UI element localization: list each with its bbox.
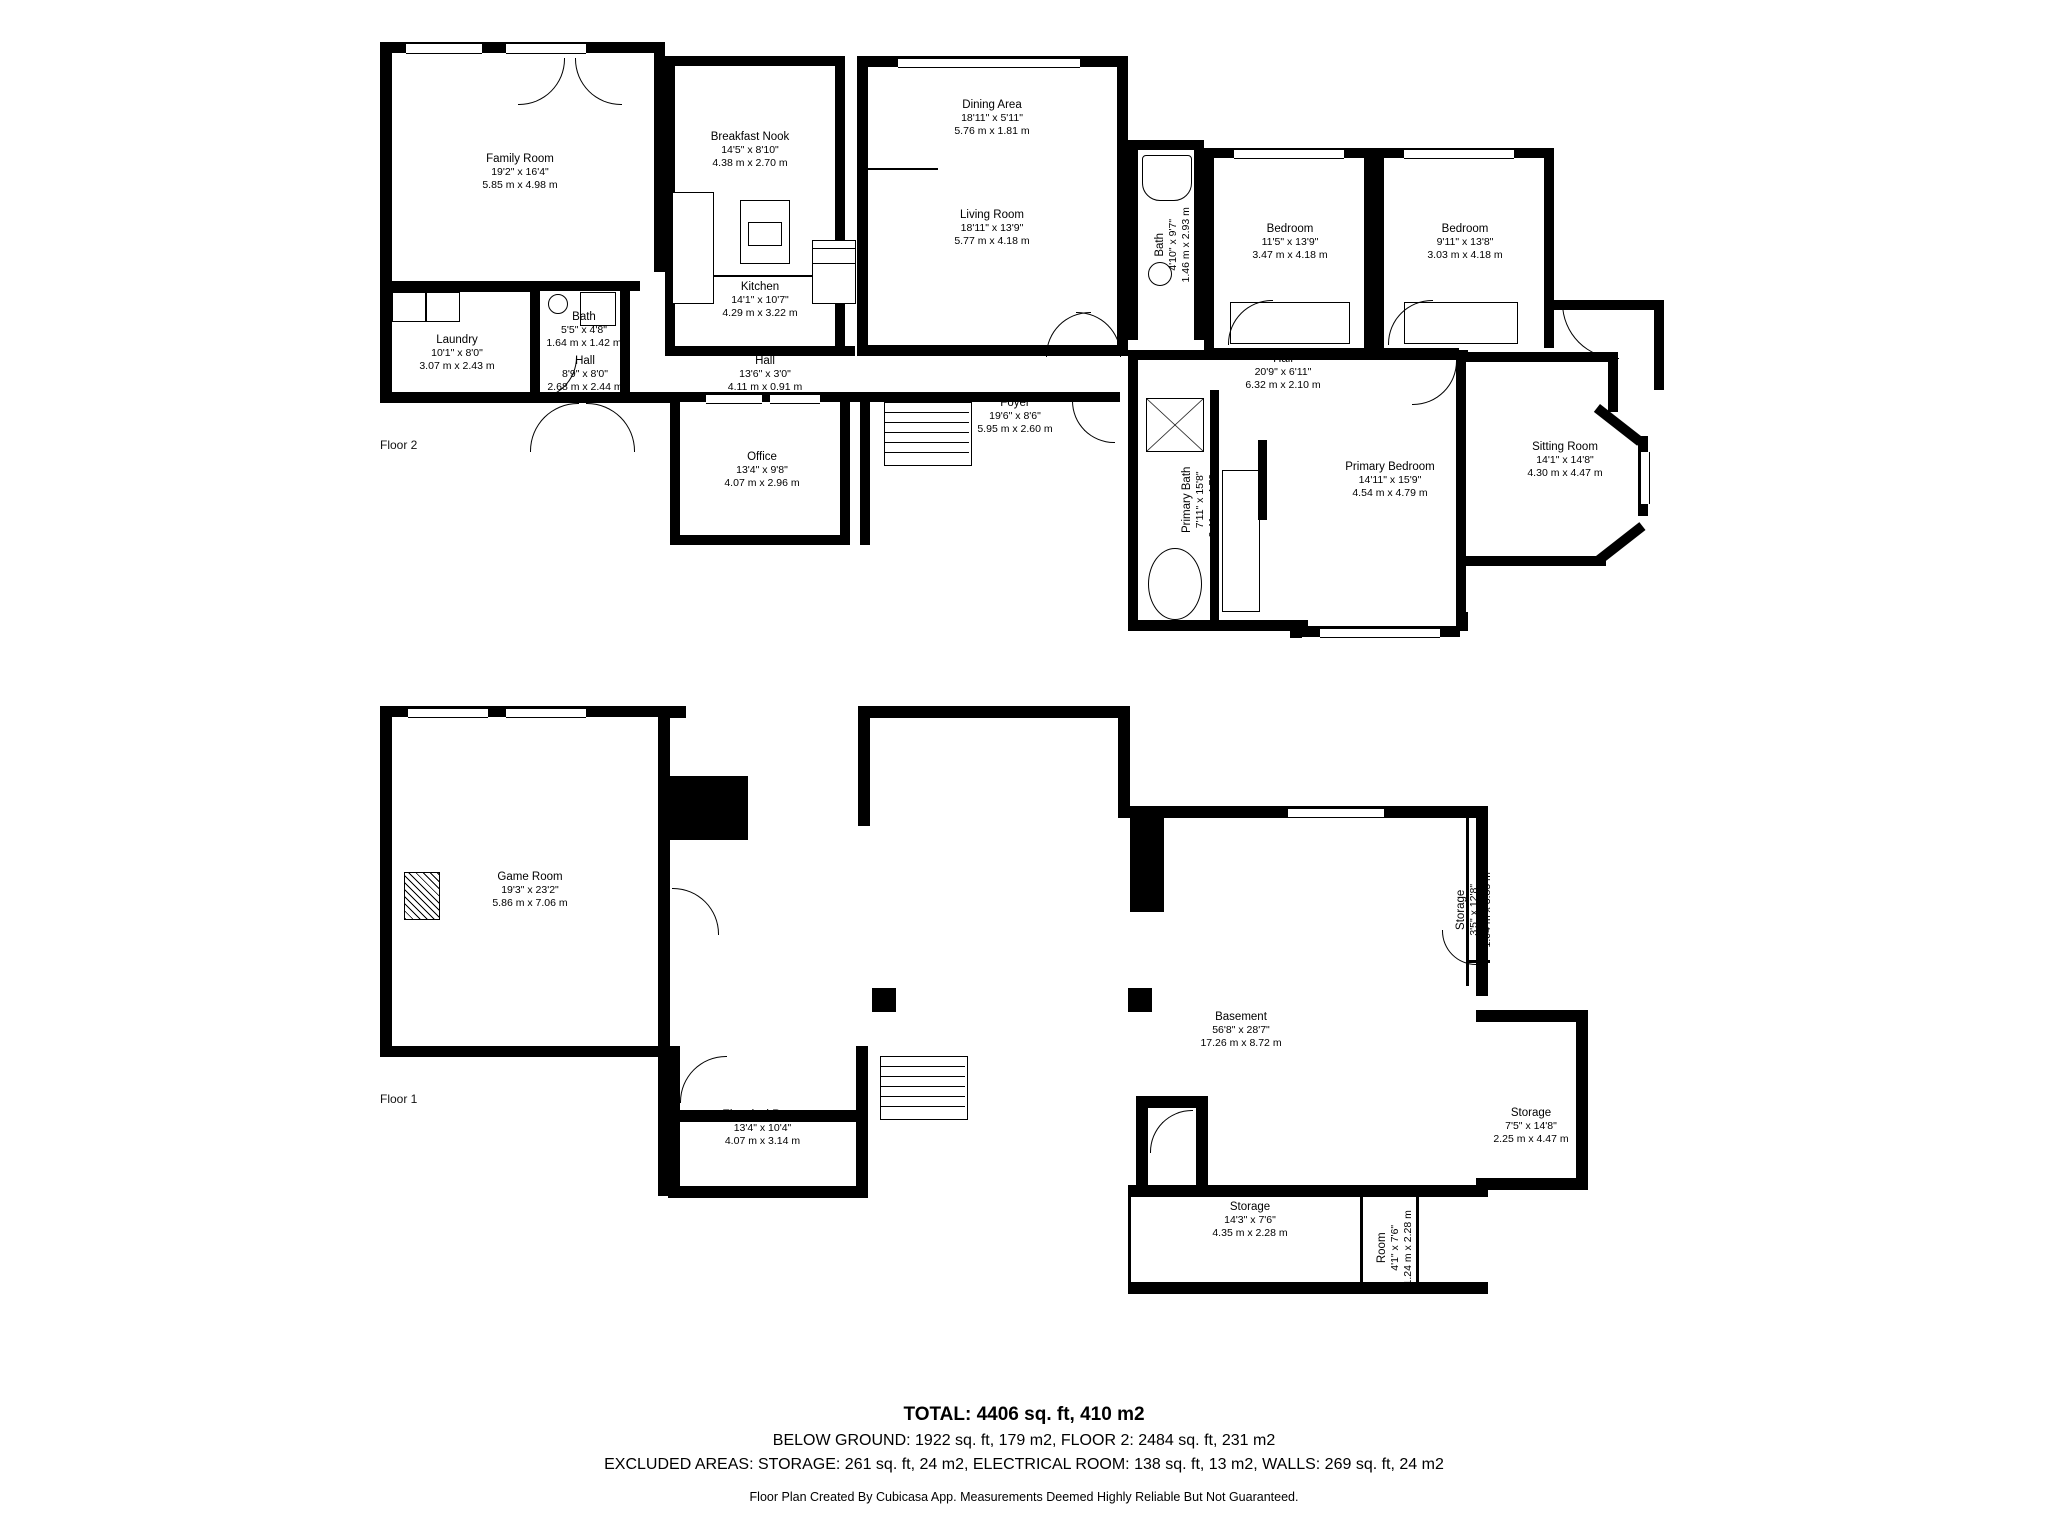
wall bbox=[1466, 556, 1606, 566]
wall bbox=[1608, 352, 1618, 412]
window bbox=[1320, 628, 1440, 638]
stair-tread bbox=[881, 1076, 965, 1077]
room-label: Bedroom 11'5" x 13'9" 3.47 m x 4.18 m bbox=[1252, 223, 1328, 261]
room-label: Room 4'1" x 7'6" 1.24 m x 2.28 m bbox=[1376, 1210, 1415, 1286]
wall bbox=[1576, 1010, 1588, 1190]
window bbox=[408, 708, 488, 718]
room-label: Office 13'4" x 9'8" 4.07 m x 2.96 m bbox=[724, 451, 800, 489]
wall bbox=[1258, 440, 1267, 520]
wall bbox=[1654, 300, 1664, 390]
door-swing bbox=[1150, 1110, 1193, 1153]
wall bbox=[1128, 140, 1203, 150]
wall-block bbox=[1130, 818, 1164, 912]
wall bbox=[380, 42, 392, 292]
window bbox=[706, 394, 762, 404]
room-label: Laundry 10'1" x 8'0" 3.07 m x 2.43 m bbox=[419, 334, 495, 372]
wall bbox=[1360, 1186, 1363, 1286]
stair-tread bbox=[881, 1086, 965, 1087]
wall bbox=[1128, 1282, 1488, 1294]
dryer-fixture bbox=[426, 292, 460, 322]
room-label: Hall 20'9" x 6'11" 6.32 m x 2.10 m bbox=[1245, 353, 1321, 391]
stair-tread bbox=[881, 1096, 965, 1097]
wall-block bbox=[1128, 988, 1152, 1012]
wall bbox=[1118, 706, 1130, 806]
wall bbox=[858, 706, 1128, 718]
wall bbox=[1466, 352, 1616, 362]
floor-tag-1: Floor 1 bbox=[380, 1092, 418, 1106]
wall bbox=[1136, 1096, 1148, 1186]
room-label: Primary Bath 7'11" x 15'8" 2.41 m x 4.79 m bbox=[1181, 462, 1220, 538]
wall bbox=[658, 706, 670, 1056]
vanity-fixture bbox=[1222, 470, 1260, 612]
room-label: Game Room 19'3" x 23'2" 5.86 m x 7.06 m bbox=[492, 871, 568, 909]
door-swing bbox=[586, 403, 635, 452]
excluded-areas-text: EXCLUDED AREAS: STORAGE: 261 sq. ft, 24 m2, ELECTRICAL ROOM: 138 sq. ft, 13 m2, WALLS: 269 sq. ft, 24 m2 bbox=[604, 1456, 1444, 1473]
window bbox=[406, 43, 482, 54]
wall bbox=[1416, 1186, 1419, 1286]
wall bbox=[380, 706, 392, 1056]
wall bbox=[1204, 348, 1459, 351]
wall bbox=[1128, 140, 1138, 340]
door-swing bbox=[680, 1056, 727, 1103]
wall-block bbox=[872, 988, 896, 1012]
stair-tread bbox=[885, 442, 969, 443]
wall bbox=[868, 168, 938, 170]
window bbox=[770, 394, 820, 404]
breakdown-text: BELOW GROUND: 1922 sq. ft, 179 m2, FLOOR 2: 2484 sq. ft, 231 m2 bbox=[772, 1432, 1276, 1449]
window bbox=[1404, 149, 1514, 159]
room-label: Living Room 18'11" x 13'9" 5.77 m x 4.18 m bbox=[954, 209, 1030, 247]
cooktop-fixture bbox=[748, 222, 782, 246]
room-label: Electrical Room 13'4" x 10'4" 4.07 m x 3.14 m bbox=[722, 1109, 803, 1147]
room-label: Breakfast Nook 14'5" x 8'10" 4.38 m x 2.70 m bbox=[710, 131, 790, 169]
washer-fixture bbox=[392, 292, 426, 322]
door-swing bbox=[1388, 300, 1433, 345]
door-swing bbox=[672, 888, 719, 935]
wall bbox=[658, 706, 686, 718]
room-label: Storage 7'5" x 14'8" 2.25 m x 4.47 m bbox=[1493, 1107, 1569, 1145]
credit-text: Floor Plan Created By Cubicasa App. Measurements Deemed Highly Reliable But Not Guaranteed. bbox=[749, 1490, 1299, 1504]
room-label: Bath 5'5" x 4'8" 1.64 m x 1.42 m bbox=[546, 311, 622, 349]
stair-tread bbox=[885, 452, 969, 453]
room-label: Sitting Room 14'1" x 14'8" 4.30 m x 4.47 m bbox=[1527, 441, 1603, 479]
wall bbox=[1128, 350, 1138, 630]
room-label: Family Room 19'2" x 16'4" 5.85 m x 4.98 m bbox=[482, 153, 558, 191]
wall bbox=[1128, 620, 1308, 631]
wall bbox=[380, 392, 670, 403]
wall bbox=[665, 56, 845, 66]
wall bbox=[1117, 56, 1128, 356]
room-label: Hall 13'6" x 3'0" 4.11 m x 0.91 m bbox=[727, 355, 803, 393]
window bbox=[506, 43, 586, 54]
room-label: Storage 14'3" x 7'6" 4.35 m x 2.28 m bbox=[1212, 1201, 1288, 1239]
room-label: Hall 8'9" x 8'0" 2.68 m x 2.44 m bbox=[547, 355, 623, 393]
door-swing bbox=[1412, 360, 1457, 405]
door-swing bbox=[530, 403, 579, 452]
stair-tread bbox=[881, 1106, 965, 1107]
wall bbox=[860, 455, 870, 545]
room-label: Foyer 19'6" x 8'6" 5.95 m x 2.60 m bbox=[977, 397, 1053, 435]
wall bbox=[380, 281, 540, 292]
door-swing bbox=[1076, 312, 1121, 357]
room-label: Primary Bedroom 14'11" x 15'9" 4.54 m x 4.79 m bbox=[1345, 461, 1435, 499]
total-area-text: TOTAL: 4406 sq. ft, 410 m2 bbox=[903, 1404, 1145, 1425]
floor-tag-2: Floor 2 bbox=[380, 438, 418, 452]
wall bbox=[1196, 1096, 1208, 1186]
wall-block bbox=[670, 776, 748, 840]
window bbox=[1234, 149, 1344, 159]
door-swing bbox=[575, 58, 622, 105]
wall bbox=[668, 1186, 868, 1198]
window bbox=[898, 58, 1080, 68]
stair-tread bbox=[881, 1066, 965, 1067]
wall bbox=[1128, 1186, 1131, 1286]
wall bbox=[860, 392, 870, 462]
room-label: Dining Area 18'11" x 5'11" 5.76 m x 1.81 m bbox=[954, 99, 1030, 137]
room-label: Kitchen 14'1" x 10'7" 4.29 m x 3.22 m bbox=[722, 281, 798, 319]
kitchen-cabinet bbox=[812, 248, 856, 264]
wall bbox=[380, 1046, 670, 1057]
room-label: Bath 4'10" x 9'7" 1.46 m x 2.93 m bbox=[1154, 207, 1193, 283]
door-swing bbox=[1562, 302, 1619, 359]
room-label: Storage 3'5" x 12'8" 1.04 m x 3.85 m bbox=[1455, 872, 1494, 948]
wall bbox=[670, 535, 850, 545]
wall bbox=[1128, 1185, 1488, 1197]
room-label: Bedroom 9'11" x 13'8" 3.03 m x 4.18 m bbox=[1427, 223, 1503, 261]
window bbox=[506, 708, 586, 718]
room-label: Basement 56'8" x 28'7" 17.26 m x 8.72 m bbox=[1200, 1011, 1282, 1049]
window bbox=[1288, 808, 1384, 818]
door-swing bbox=[518, 58, 565, 105]
wall bbox=[1476, 1010, 1586, 1022]
wall bbox=[1476, 1178, 1586, 1190]
wall bbox=[858, 706, 870, 826]
